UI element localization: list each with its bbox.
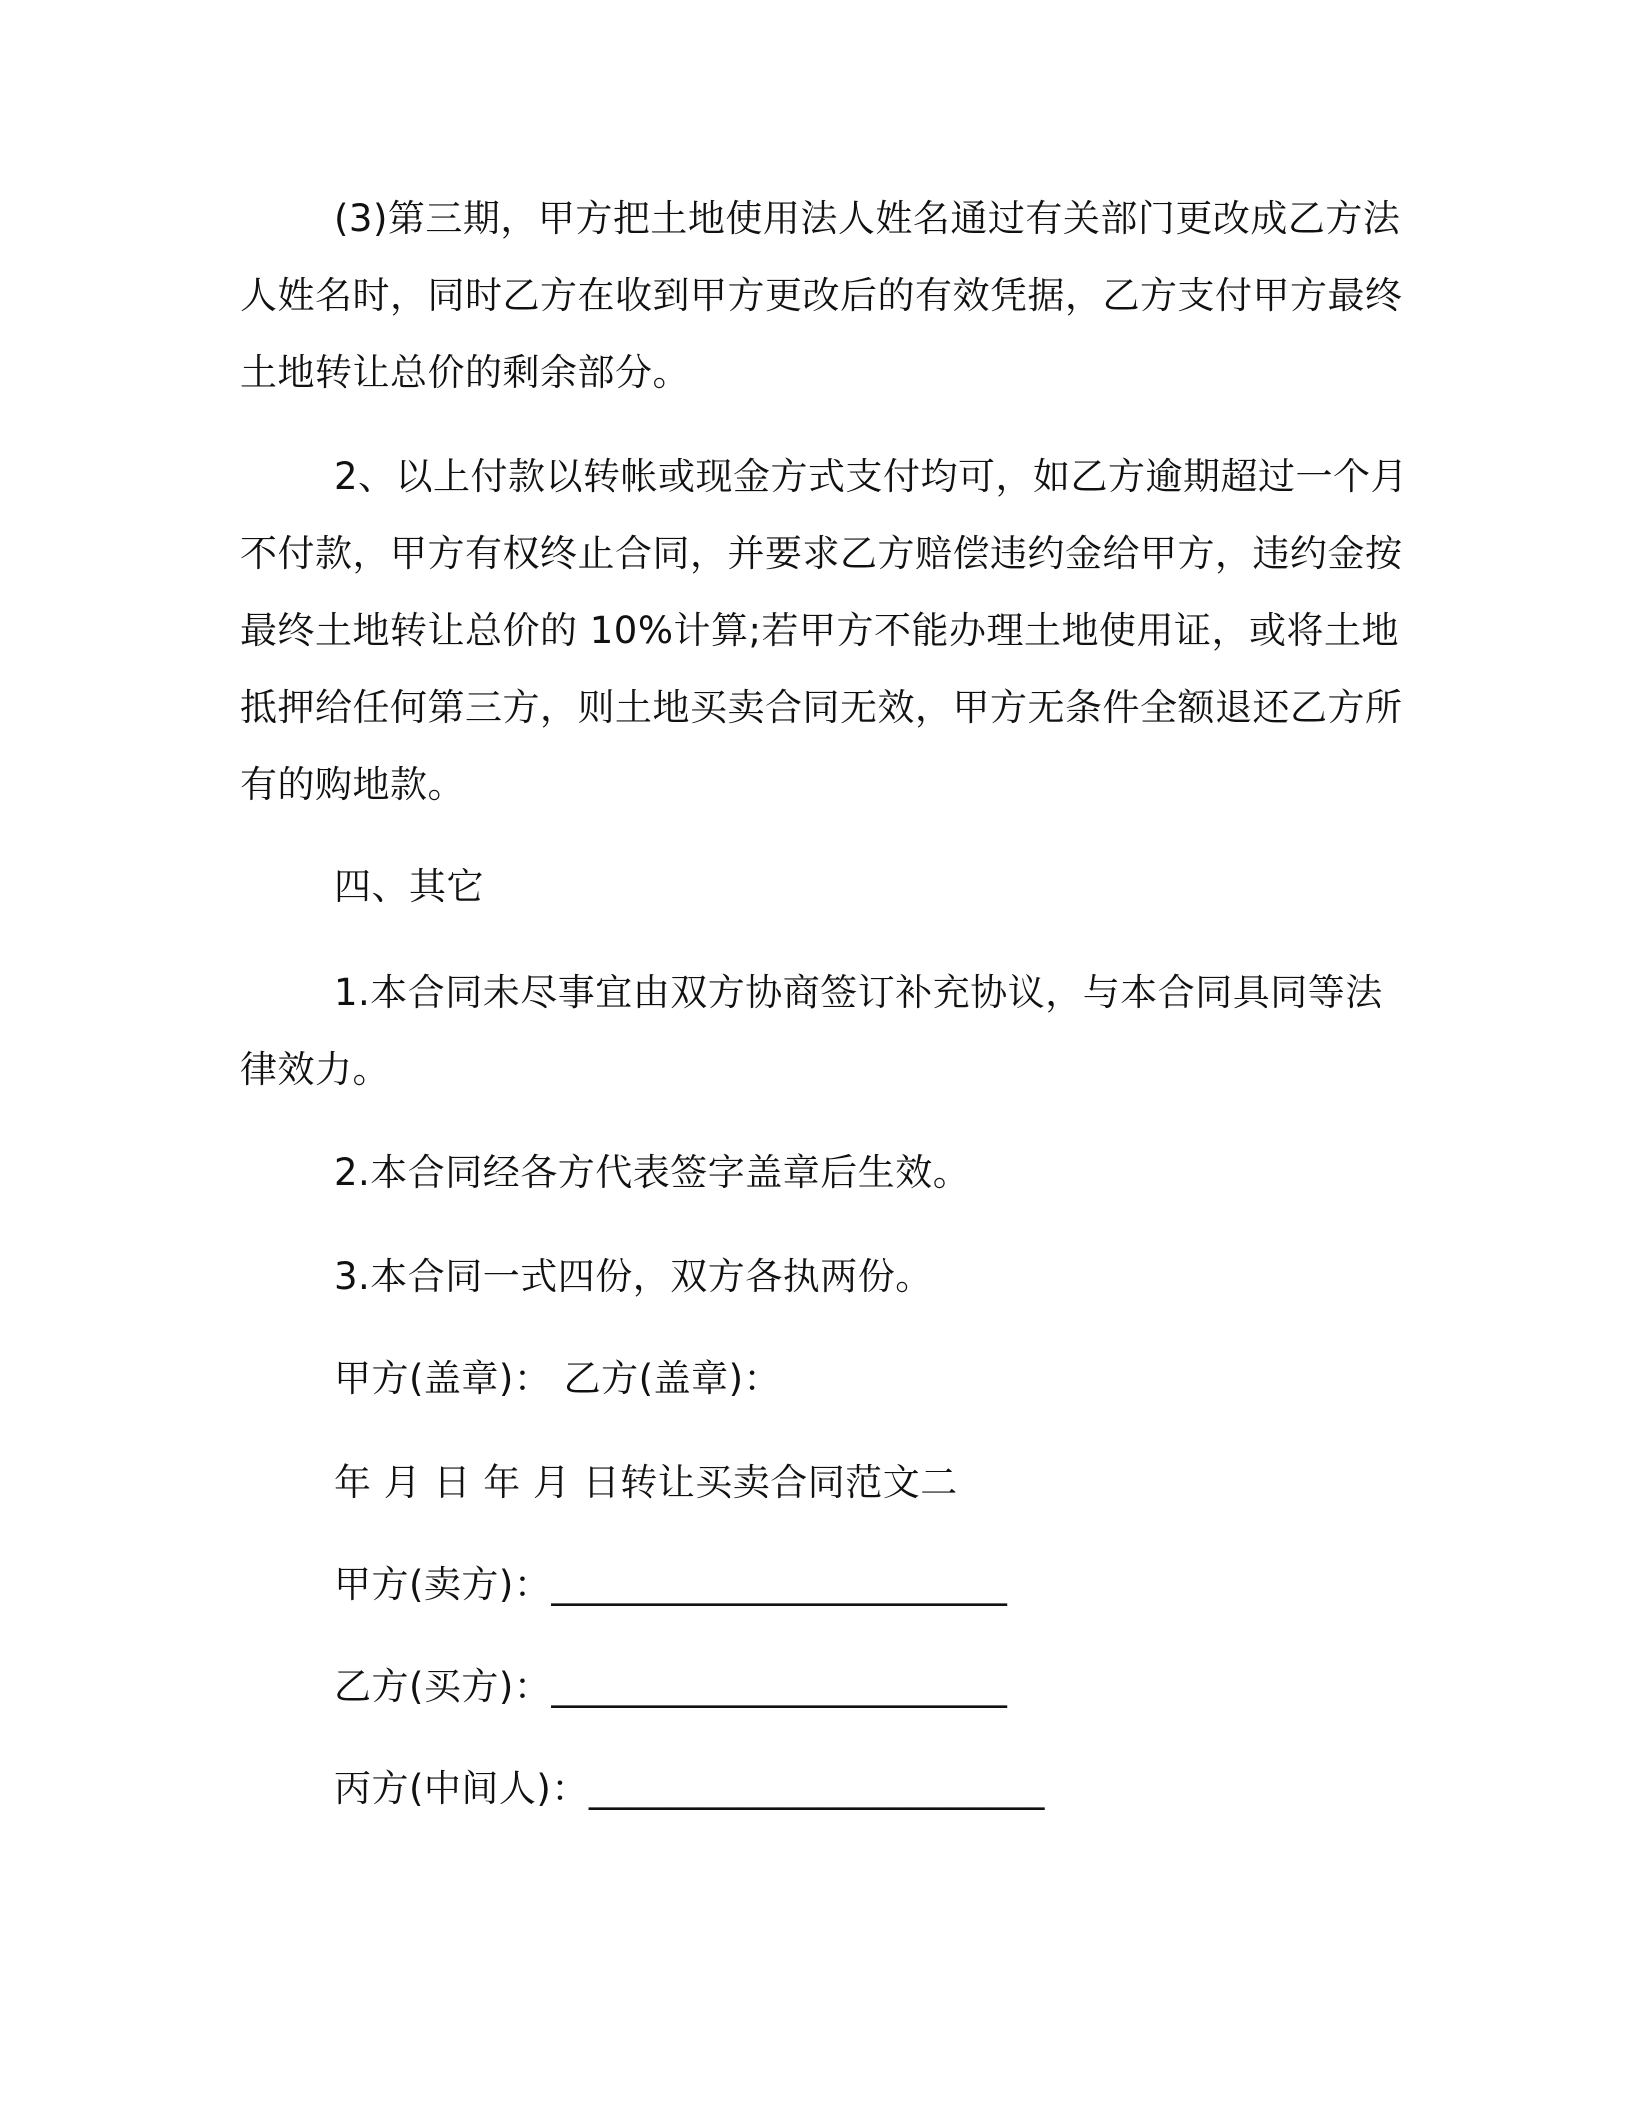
paragraph-third-installment: (3)第三期，甲方把土地使用法人姓名通过有关部门更改成乙方法人姓名时，同时乙方在收到甲方更改后的有效凭据，乙方支付甲方最终土地转让总价的剩余部分。 (240, 197, 1403, 394)
clause-2-effective: 2.本合同经各方代表签字盖章后生效。 (334, 1151, 971, 1194)
party-c-intermediary-field: 丙方(中间人)：________________________ (334, 1767, 1045, 1810)
seal-line: 甲方(盖章)： 乙方(盖章)： (334, 1357, 782, 1400)
party-a-seller-field: 甲方(卖方)：________________________ (334, 1563, 1008, 1606)
paragraph-payment-terms: 2、以上付款以转帐或现金方式支付均可，如乙方逾期超过一个月不付款，甲方有权终止合同，并要求乙方赔偿违约金给甲方，违约金按最终土地转让总价的 10%计算;若甲方不能办理土地使用证，或将土地抵押给任何第三方，则土地买卖合同无效，甲方无条件全额退还乙方所有的购地款。 (240, 455, 1409, 806)
section-heading-other: 四、其它 (334, 865, 484, 908)
clause-1-supplementary: 1.本合同未尽事宜由双方协商签订补充协议，与本合同具同等法律效力。 (240, 971, 1383, 1091)
date-line-and-title: 年 月 日 年 月 日转让买卖合同范文二 (334, 1461, 958, 1504)
clause-3-copies: 3.本合同一式四份，双方各执两份。 (334, 1255, 933, 1298)
party-b-buyer-field: 乙方(买方)：________________________ (334, 1665, 1008, 1708)
